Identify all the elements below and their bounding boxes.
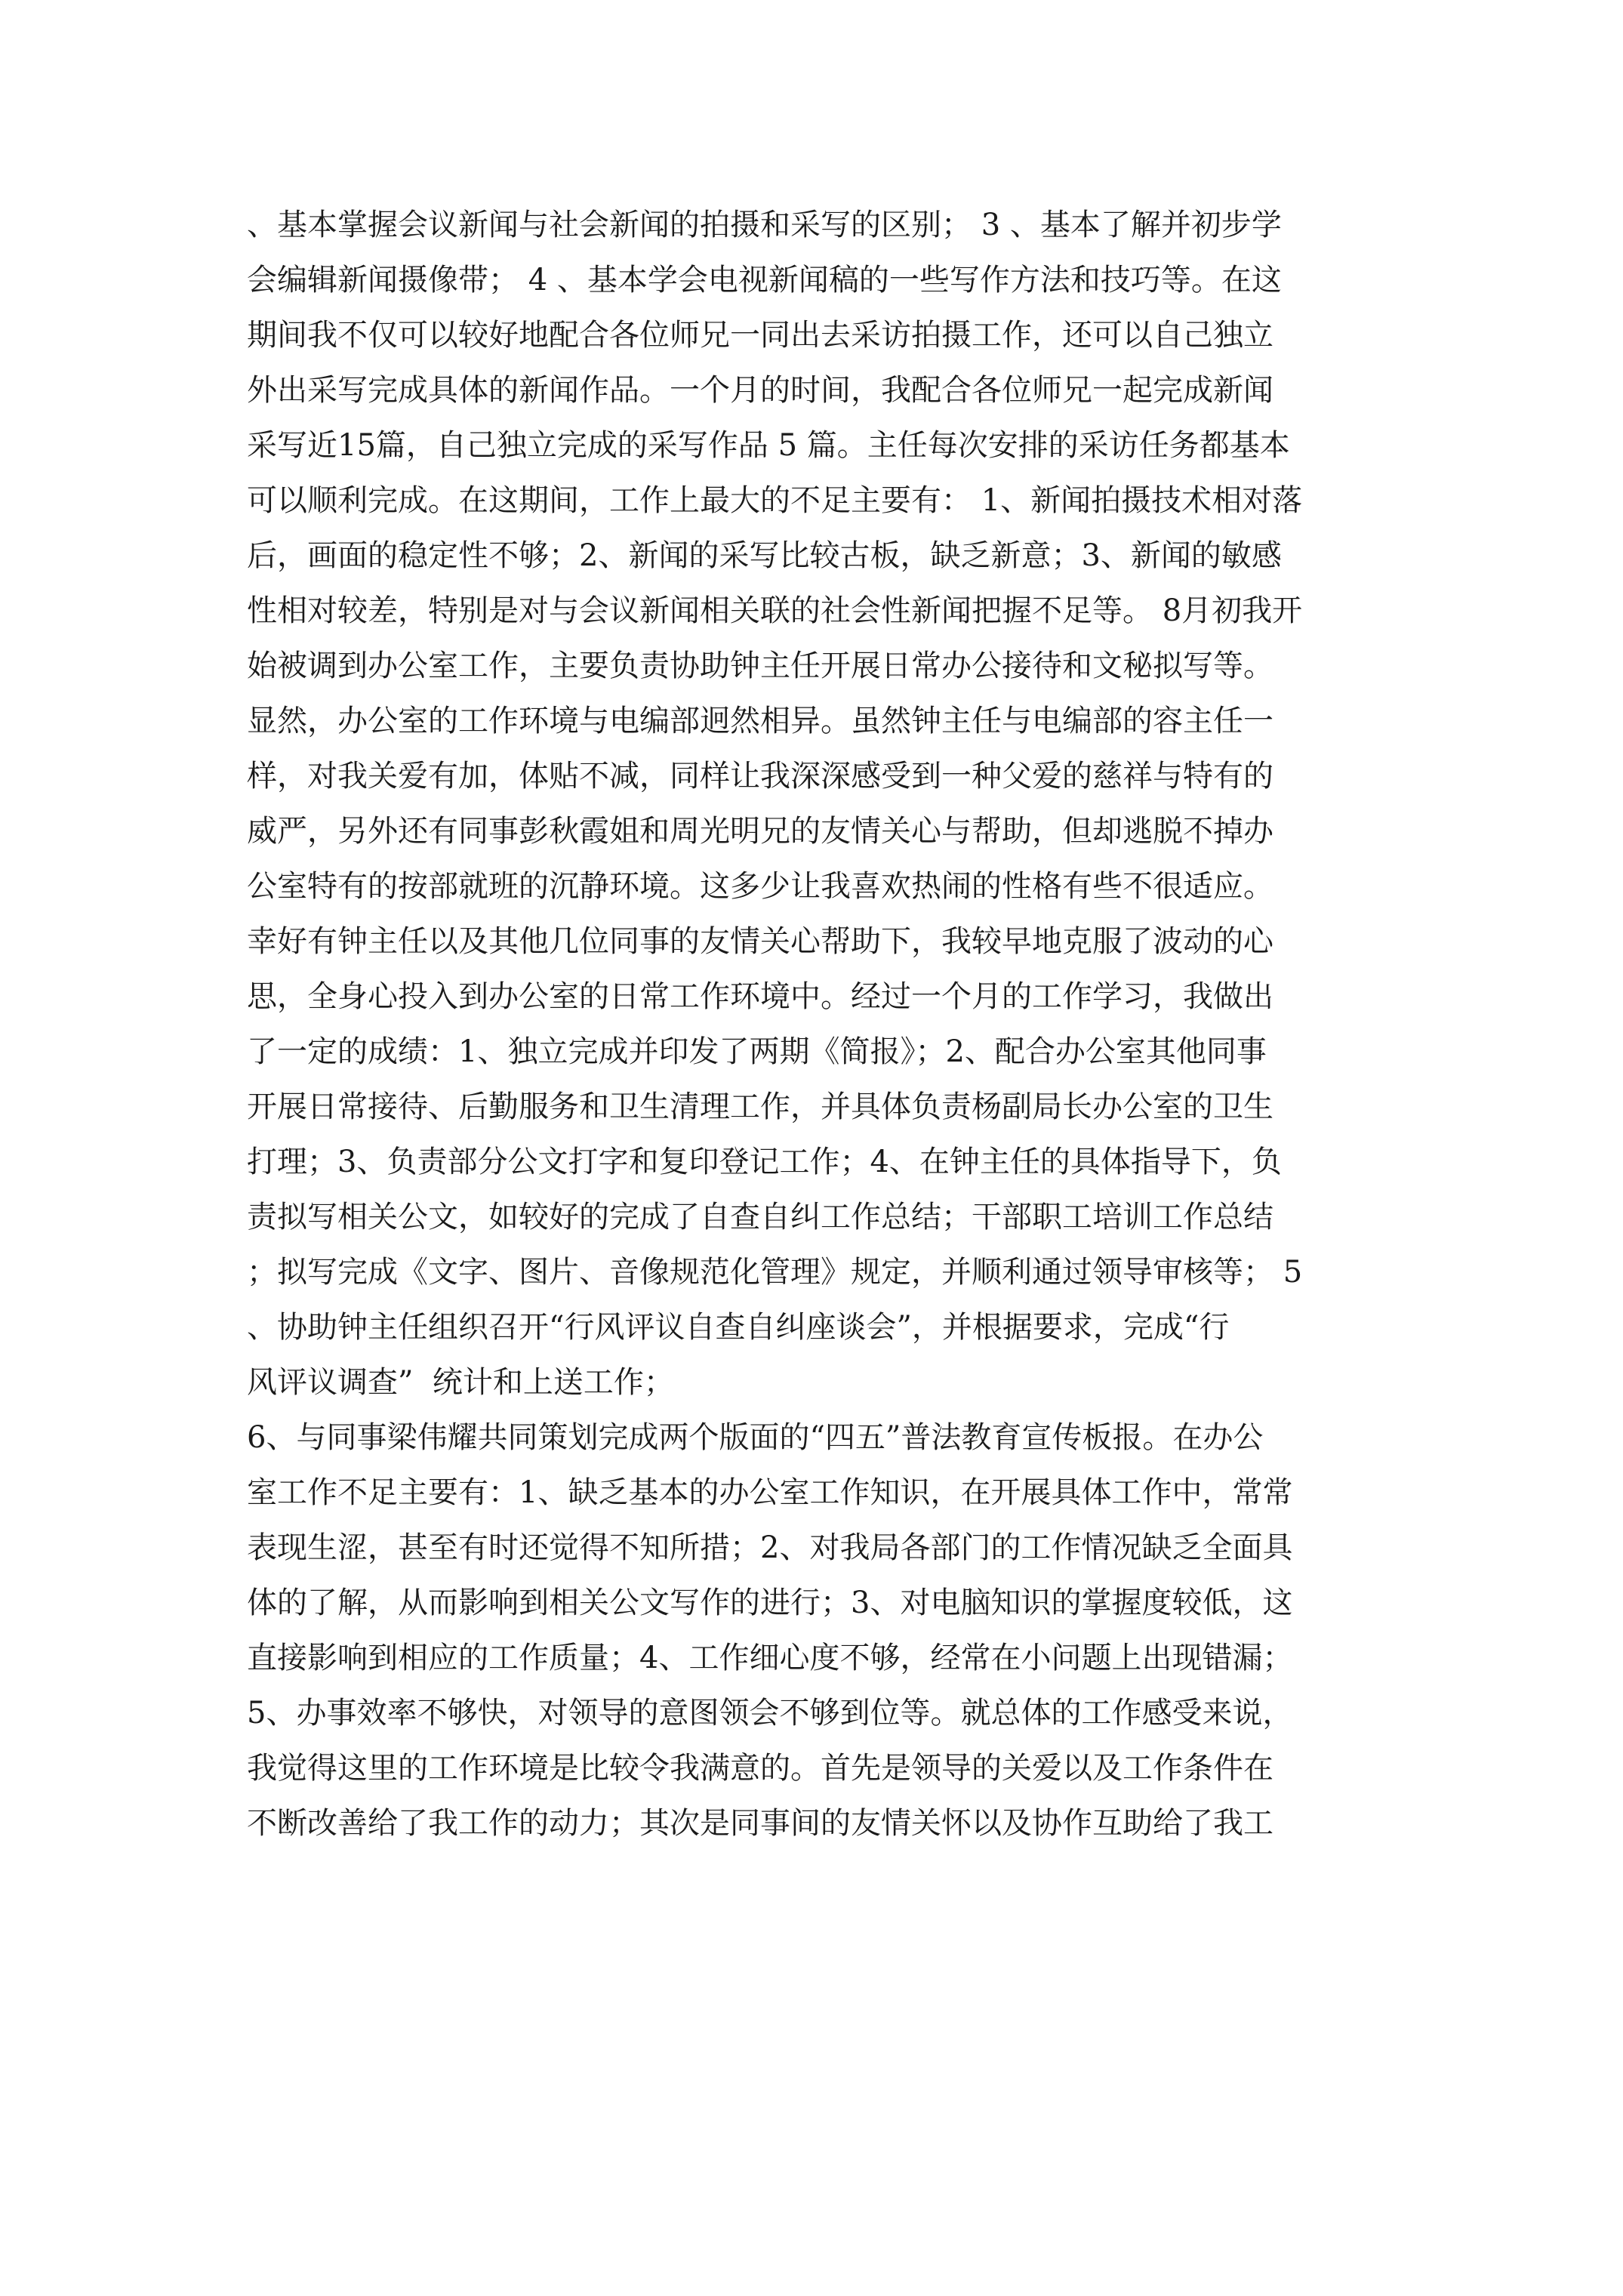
text-line: 样，对我关爱有加，体贴不减，同样让我深深感受到一种父爱的慈祥与特有的 — [247, 759, 1273, 794]
text-line: 采写近15篇，自己独立完成的采写作品 5 篇。主任每次安排的采访任务都基本 — [247, 428, 1290, 463]
text-line: 幸好有钟主任以及其他几位同事的友情关心帮助下，我较早地克服了波动的心 — [247, 924, 1273, 959]
text-line: 了一定的成绩：1、独立完成并印发了两期《简报》；2、配合办公室其他同事 — [247, 1034, 1267, 1069]
text-line: 会编辑新闻摄像带； 4 、基本学会电视新闻稿的一些写作方法和技巧等。在这 — [247, 263, 1282, 297]
text-line: 风评议调查” 统计和上送工作； — [247, 1365, 674, 1400]
text-line: 性相对较差，特别是对与会议新闻相关联的社会性新闻把握不足等。 8月初我开 — [247, 593, 1303, 628]
text-line: 显然，办公室的工作环境与电编部迥然相异。虽然钟主任与电编部的容主任一 — [247, 704, 1273, 738]
text-line: 6、与同事梁伟耀共同策划完成两个版面的“四五”普法教育宣传板报。在办公 — [247, 1420, 1264, 1455]
text-line: 可以顺利完成。在这期间，工作上最大的不足主要有： 1、新闻拍摄技术相对落 — [247, 483, 1303, 518]
document-body — [247, 198, 1379, 1851]
text-line: 体的了解，从而影响到相关公文写作的进行；3、对电脑知识的掌握度较低，这 — [247, 1586, 1293, 1620]
text-line: 始被调到办公室工作，主要负责协助钟主任开展日常办公接待和文秘拟写等。 — [247, 649, 1273, 683]
text-line: 、基本掌握会议新闻与社会新闻的拍摄和采写的区别； 3 、基本了解并初步学 — [247, 208, 1282, 242]
text-line: 打理；3、负责部分公文打字和复印登记工作；4、在钟主任的具体指导下，负 — [247, 1145, 1282, 1179]
text-line: 威严，另外还有同事彭秋霞姐和周光明兄的友情关心与帮助，但却逃脱不掉办 — [247, 814, 1273, 849]
text-line: ；拟写完成《文字、图片、音像规范化管理》规定，并顺利通过领导审核等； 5 — [247, 1255, 1303, 1290]
text-line: 5、办事效率不够快，对领导的意图领会不够到位等。就总体的工作感受来说， — [247, 1696, 1293, 1730]
text-line: 思，全身心投入到办公室的日常工作环境中。经过一个月的工作学习，我做出 — [247, 979, 1273, 1014]
text-line: 不断改善给了我工作的动力；其次是同事间的友情关怀以及协作互助给了我工 — [247, 1806, 1273, 1841]
text-line: 直接影响到相应的工作质量；4、工作细心度不够，经常在小问题上出现错漏； — [247, 1641, 1293, 1675]
text-line: 室工作不足主要有：1、缺乏基本的办公室工作知识，在开展具体工作中，常常 — [247, 1475, 1293, 1510]
text-line: 开展日常接待、后勤服务和卫生清理工作，并具体负责杨副局长办公室的卫生 — [247, 1089, 1273, 1124]
text-line: 、协助钟主任组织召开“行风评议自查自纠座谈会”，并根据要求，完成“行 — [247, 1310, 1230, 1345]
text-line: 公室特有的按部就班的沉静环境。这多少让我喜欢热闹的性格有些不很适应。 — [247, 869, 1273, 904]
text-line: 外出采写完成具体的新闻作品。一个月的时间，我配合各位师兄一起完成新闻 — [247, 373, 1273, 408]
text-line: 期间我不仅可以较好地配合各位师兄一同出去采访拍摄工作，还可以自己独立 — [247, 318, 1273, 353]
text-line: 表现生涩，甚至有时还觉得不知所措；2、对我局各部门的工作情况缺乏全面具 — [247, 1530, 1293, 1565]
text-line: 后，画面的稳定性不够；2、新闻的采写比较古板，缺乏新意；3、新闻的敏感 — [247, 538, 1282, 573]
text-line: 责拟写相关公文，如较好的完成了自查自纠工作总结；干部职工培训工作总结 — [247, 1200, 1273, 1234]
text-line: 我觉得这里的工作环境是比较令我满意的。首先是领导的关爱以及工作条件在 — [247, 1751, 1273, 1786]
